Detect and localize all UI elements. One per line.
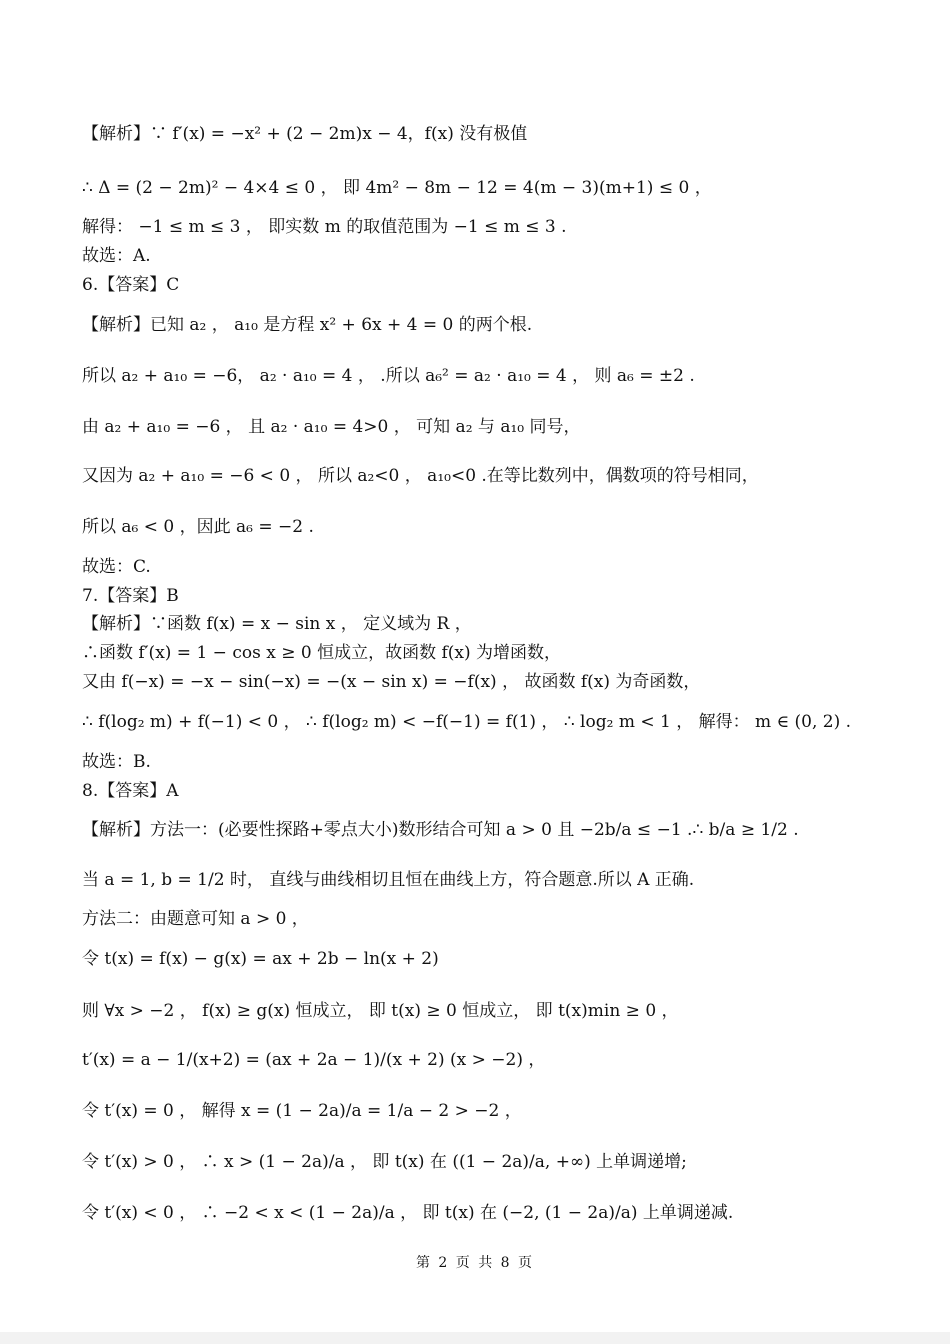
text-line: 故选：A. — [82, 246, 151, 266]
text-line: 令 t(x) = f(x) − g(x) = ax + 2b − ln(x + 2) — [82, 949, 439, 969]
text-line: 故选：C. — [82, 557, 151, 577]
text-line: 则 ∀x > −2 ， f(x) ≥ g(x) 恒成立， 即 t(x) ≥ 0 恒成立， 即 t(x)min ≥ 0 ， — [82, 1001, 679, 1021]
text-line: 【解析】∵函数 f(x) = x − sin x ， 定义域为 R ， — [82, 614, 472, 634]
answer-heading: 7.【答案】B — [82, 586, 179, 606]
text-line: ∴ Δ = (2 − 2m)² − 4×4 ≤ 0 ， 即 4m² − 8m − 12 = 4(m − 3)(m+1) ≤ 0 ， — [82, 178, 712, 198]
text-line: ∴ f(log₂ m) + f(−1) < 0 ， ∴ f(log₂ m) < −f(−1) = f(1) ， ∴ log₂ m < 1 ， 解得： m ∈ (0, 2) . — [82, 712, 852, 732]
text-line: 当 a = 1, b = 1/2 时， 直线与曲线相切且恒在曲线上方，符合题意.所以 A 正确. — [82, 870, 695, 890]
text-line: t′(x) = a − 1/(x+2) = (ax + 2a − 1)/(x + 2) (x > −2) ， — [82, 1050, 546, 1070]
bottom-divider — [0, 1332, 950, 1344]
text-line: 令 t′(x) < 0 ， ∴ −2 < x < (1 − 2a)/a ， 即 t(x) 在 (−2, (1 − 2a)/a) 上单调递减. — [82, 1203, 734, 1223]
text-line: 方法二：由题意可知 a > 0 ， — [82, 909, 309, 929]
text-line: 【解析】方法一：(必要性探路+零点大小)数形结合可知 a > 0 且 −2b/a ≤ −1 .∴ b/a ≥ 1/2 . — [82, 820, 799, 840]
page-footer: 第 2 页 共 8 页 — [415, 1255, 535, 1271]
text-line: 【解析】∵ f′(x) = −x² + (2 − 2m)x − 4，f(x) 没有极值 — [82, 124, 528, 144]
text-line: 【解析】已知 a₂ ， a₁₀ 是方程 x² + 6x + 4 = 0 的两个根. — [82, 315, 533, 335]
text-line: 又由 f(−x) = −x − sin(−x) = −(x − sin x) = −f(x) ， 故函数 f(x) 为奇函数， — [82, 672, 701, 692]
text-line: 令 t′(x) = 0 ， 解得 x = (1 − 2a)/a = 1/a − 2 > −2 ， — [82, 1101, 522, 1121]
text-line: 所以 a₂ + a₁₀ = −6， a₂ · a₁₀ = 4 ， .所以 a₆² = a₂ · a₁₀ = 4 ， 则 a₆ = ±2 . — [82, 366, 695, 386]
text-line: 故选：B. — [82, 752, 151, 772]
text-line: 令 t′(x) > 0 ， ∴ x > (1 − 2a)/a ， 即 t(x) 在 ((1 − 2a)/a, +∞) 上单调递增; — [82, 1152, 687, 1172]
text-line: ∴函数 f′(x) = 1 − cos x ≥ 0 恒成立，故函数 f(x) 为增函数， — [82, 643, 562, 663]
answer-heading: 8.【答案】A — [82, 781, 179, 801]
text-line: 又因为 a₂ + a₁₀ = −6 < 0 ， 所以 a₂<0 ， a₁₀<0 .在等比数列中，偶数项的符号相同， — [82, 466, 759, 486]
text-line: 由 a₂ + a₁₀ = −6 ， 且 a₂ · a₁₀ = 4>0 ， 可知 a₂ 与 a₁₀ 同号， — [82, 417, 581, 437]
answer-heading: 6.【答案】C — [82, 275, 180, 295]
text-line: 解得： −1 ≤ m ≤ 3 ， 即实数 m 的取值范围为 −1 ≤ m ≤ 3 . — [82, 217, 567, 237]
text-line: 所以 a₆ < 0 ，因此 a₆ = −2 . — [82, 517, 314, 537]
